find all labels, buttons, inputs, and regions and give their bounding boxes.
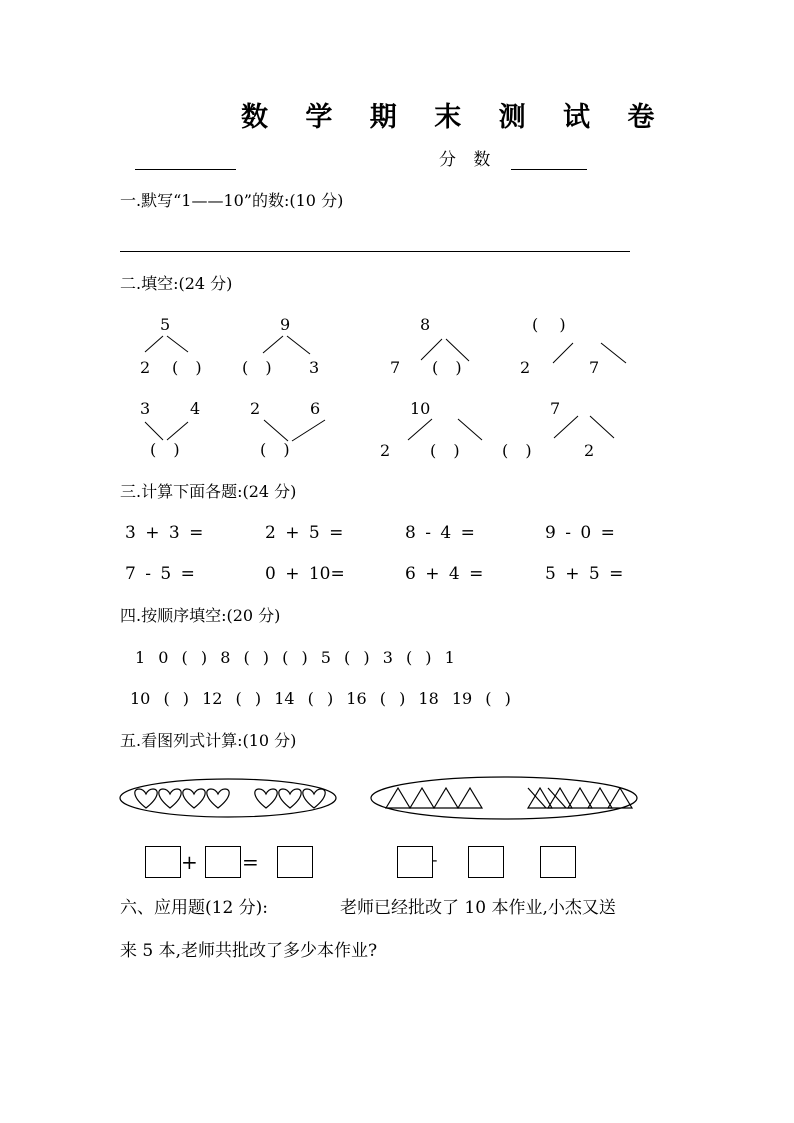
triangle-icon	[386, 788, 410, 808]
calc-6: 0 + 10=	[265, 564, 345, 584]
calc-1: 3 + 3 =	[125, 523, 204, 543]
bond8-top: 7	[550, 399, 561, 418]
bond2-top: 9	[280, 315, 291, 334]
answer-box-5[interactable]	[468, 846, 504, 878]
bond8-left[interactable]: ( )	[502, 441, 532, 460]
section2-heading: 二.填空:(24 分)	[120, 274, 233, 293]
bond2-left[interactable]: ( )	[242, 358, 272, 377]
bond6-left: 2	[250, 399, 261, 418]
sequence-row-2[interactable]: 10 ( ) 12 ( ) 14 ( ) 16 ( ) 18 19 ( )	[130, 689, 511, 708]
triangle-icon	[410, 788, 434, 808]
bond7-left: 2	[380, 441, 391, 460]
heart-icon	[255, 789, 277, 808]
page-title: 数 学 期 末 测 试 卷	[241, 102, 669, 133]
section1-heading: 一.默写“1——10”的数:(10 分)	[120, 191, 344, 210]
triangle-icon	[608, 788, 632, 808]
bond1-left: 2	[140, 358, 151, 377]
calc-7: 6 + 4 =	[405, 564, 484, 584]
bond1-top: 5	[160, 315, 171, 334]
heart-icon	[303, 789, 325, 808]
calc-4: 9 - 0 =	[545, 523, 615, 543]
triangle-icon	[458, 788, 482, 808]
calc-2: 2 + 5 =	[265, 523, 344, 543]
triangle-icon	[568, 788, 592, 808]
calc-3: 8 - 4 =	[405, 523, 475, 543]
bond3-left: 7	[390, 358, 401, 377]
bond3-top: 8	[420, 315, 431, 334]
bond6-right: 6	[310, 399, 321, 418]
sequence-row-1[interactable]: 1 0 ( ) 8 ( ) ( ) 5 ( ) 3 ( ) 1	[135, 648, 455, 667]
triangle-icon	[528, 788, 552, 808]
answer-box-3[interactable]	[277, 846, 313, 878]
bond3-right[interactable]: ( )	[432, 358, 462, 377]
section3-heading: 三.计算下面各题:(24 分)	[120, 482, 297, 501]
bond5-left: 3	[140, 399, 151, 418]
section4-heading: 四.按顺序填空:(20 分)	[120, 606, 281, 625]
bond7-right[interactable]: ( )	[430, 441, 460, 460]
triangle-icon	[434, 788, 458, 808]
problem-text-2: 来 5 本,老师共批改了多少本作业?	[120, 941, 378, 961]
calc-5: 7 - 5 =	[125, 564, 195, 584]
heart-icon	[159, 789, 181, 808]
plus-sign: +	[181, 850, 198, 874]
bond5-right: 4	[190, 399, 201, 418]
triangles-oval	[371, 777, 637, 819]
equals-sign: =	[242, 850, 259, 874]
bond1-right[interactable]: ( )	[172, 358, 202, 377]
triangle-icon	[548, 788, 572, 808]
answer-box-2[interactable]	[205, 846, 241, 878]
bond2-right: 3	[309, 358, 320, 377]
answer-box-6[interactable]	[540, 846, 576, 878]
answer-box-4[interactable]	[397, 846, 433, 878]
heart-icon	[135, 789, 157, 808]
bond4-left: 2	[520, 358, 531, 377]
bond4-top[interactable]: ( )	[532, 315, 566, 334]
section5-heading: 五.看图列式计算:(10 分)	[120, 731, 297, 750]
minus-sign: -	[432, 850, 438, 869]
heart-icon	[183, 789, 205, 808]
problem-text-1: 老师已经批改了 10 本作业,小杰又送	[340, 898, 616, 918]
bond7-top: 10	[410, 399, 431, 418]
triangle-icon	[588, 788, 612, 808]
score-label: 分 数	[439, 150, 497, 170]
bond5-bottom[interactable]: ( )	[150, 440, 180, 459]
bond4-right: 7	[589, 358, 600, 377]
section6-heading: 六、应用题(12 分):	[120, 898, 269, 918]
heart-icon	[207, 789, 229, 808]
crossout-line	[528, 788, 546, 808]
bond6-bottom[interactable]: ( )	[260, 440, 290, 459]
calc-8: 5 + 5 =	[545, 564, 624, 584]
answer-box-1[interactable]	[145, 846, 181, 878]
heart-icon	[279, 789, 301, 808]
bond8-right: 2	[584, 441, 595, 460]
